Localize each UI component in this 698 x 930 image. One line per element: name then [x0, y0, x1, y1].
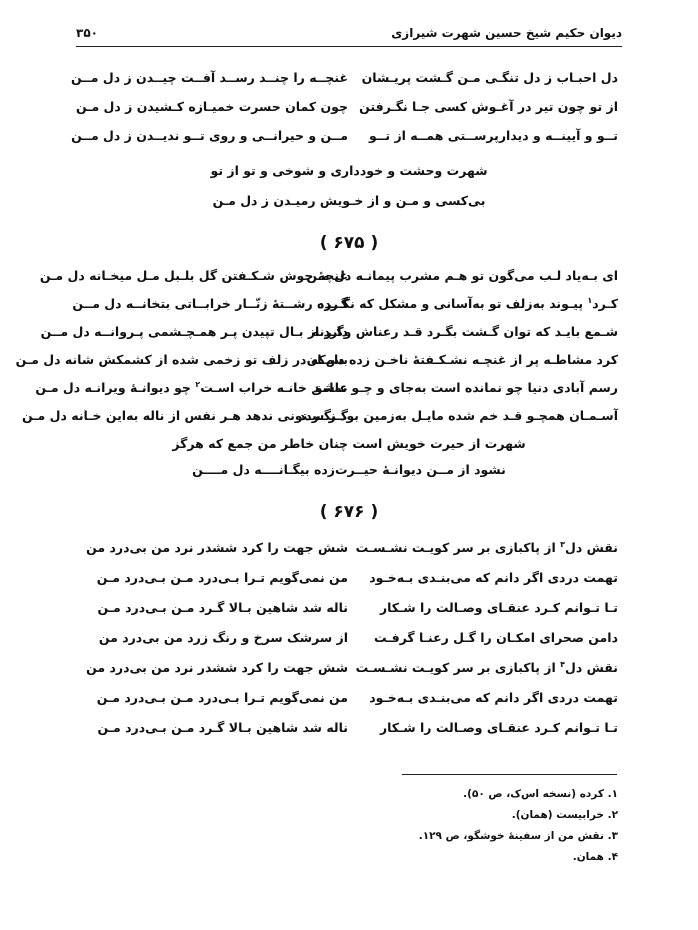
hemistich-text: پیـوند به‌زلف تو به‌آسانی و مشکل که نگـردد: [317, 296, 588, 312]
footnote-ref: ۱: [587, 296, 593, 305]
hemistich-right: دل احبـاب ز دل تنگـی مـن گـشت پریـشان: [361, 70, 618, 85]
verse: [70, 600, 618, 626]
hemistich-left: [35, 380, 348, 396]
verse: [70, 690, 618, 716]
footnote: ۴. همان.: [572, 851, 618, 863]
verse: [70, 660, 618, 686]
verse: [70, 128, 618, 154]
verse: [70, 99, 618, 125]
hemistich-text: از پاکبازی بر سر کویـت نشـسـت: [355, 660, 561, 676]
hemistich-text: نقش دل: [565, 540, 618, 556]
hemistich-right: آسـمـان همچـو قـد خم شده مایـل به‌زمین بود نگـردد: [298, 408, 618, 423]
closing-hemistich: شهرت از حیرت خویش است چنان خاطر من جمع که هرگز: [172, 436, 526, 451]
running-header: [76, 24, 622, 46]
footnote-rule: [402, 774, 617, 775]
hemistich-left: بس‌که در زلف تو زخمی شده از کشمکش شانه دل مـن: [15, 352, 348, 367]
hemistich-right: رسم آبادی دنیا چو نمانده است به‌جای و چـو نمانـد: [313, 380, 618, 395]
verse: [39, 268, 618, 294]
hemistich-right: تهمت دردی اگر دانم که می‌بنـدی بـه‌خـود: [369, 570, 618, 585]
hemistich-left: غنچهٔ جوش شـکـفتن گل بلـبل مـل میخـانه دل مـن: [39, 268, 348, 283]
hemistich-right: شـمع بایـد که توان گـشت بگـرد قـد رعناش وگـرنه: [312, 324, 618, 339]
hemistich-left: من نمی‌گویم تـرا بـی‌درد مـن بـی‌درد مـن: [96, 570, 348, 585]
verse: [70, 296, 618, 322]
hemistich-left: من نمی‌گویم تـرا بـی‌درد مـن بـی‌درد مـن: [96, 690, 348, 705]
hemistich-right: ای بـه‌یاد لـب می‌گون تو هـم مشرب پیمانـه دل مـن: [306, 268, 618, 283]
ghazal-number: ( ۶۷۶ ): [319, 502, 379, 522]
footnote: ۲. خرابیست (همان).: [511, 809, 618, 821]
hemistich-left: شش جهت را کرد ششدر نرد من بی‌درد من: [86, 660, 348, 675]
hemistich-left: ناله شد شاهین بـالا گـرد مـن بـی‌درد مـن: [97, 600, 348, 615]
hemistich-right: [317, 296, 618, 312]
closing-hemistich: نشود از مــن دیوانـهٔ حیــرت‌زده بیگـانــــه دل مــــن: [192, 462, 506, 477]
hemistich-left: گــره رشــتهٔ زنّــار خرابــاتی بتخانــه دل مــن: [72, 296, 348, 311]
hemistich-right: [356, 540, 618, 555]
hemistich-right: [356, 660, 618, 675]
verse: [70, 630, 618, 656]
footnote-ref: ۲: [195, 380, 201, 389]
verse: [35, 380, 618, 406]
hemistich-left: مــن و حیرانــی و روی تــو ندیــدن ز دل مــن: [71, 128, 348, 143]
hemistich-left: شش جهت را کرد ششدر نرد من بی‌درد من: [86, 540, 348, 555]
hemistich-text: کـرد: [592, 296, 618, 312]
page-number: ۳۵۰: [76, 26, 98, 40]
ghazal-number: ( ۶۷۵ ): [319, 233, 379, 253]
footnote: ۳. نقش من از سفینهٔ خوشگو، ص ۱۲۹.: [418, 830, 618, 842]
footnote-ref: ۴: [560, 660, 566, 669]
hemistich-left: دارد از بـال تپیدن پـر همـچـشمی پـروانــه دل مــن: [40, 324, 348, 339]
footnote: ۱. کرده (نسخه اس‌ک، ص ۵۰).: [463, 788, 618, 800]
hemistich-right: کرد مشاطـه پر از غنچـه نشـکـفتهٔ ناخـن زده دامـان: [306, 352, 618, 367]
hemistich-right: تـا تـوانم کـرد عنقـای وصـالت را شـکار: [379, 600, 618, 615]
hemistich-left: چون کمان حسرت خمیـازه کـشیدن ز دل مـن: [75, 99, 348, 114]
closing-hemistich: بی‌کسی و مـن و از خـویش رمیـدن ز دل مـن: [212, 193, 486, 208]
verse: [70, 540, 618, 566]
closing-hemistich: شهرت وحشت و خودداری و شوخی و تو از تو: [210, 163, 488, 178]
hemistich-right: تهمت دردی اگر دانم که می‌بنـدی بـه‌خـود: [369, 690, 618, 705]
verse: [22, 408, 618, 434]
hemistich-right: دامن صحرای امکـان را گـل رعنـا گرفـت: [373, 630, 618, 645]
footnote-ref: ۳: [560, 540, 566, 549]
hemistich-left: گـر سـتونی ندهد هـر نفس از ناله به‌این خـانه دل مـن: [22, 408, 348, 423]
book-title: دیوان حکیم شیخ حسین شهرت شیرازی: [391, 26, 622, 40]
hemistich-text: از پاکبازی بر سر کویـت نشـسـت: [355, 540, 561, 556]
verse: [70, 570, 618, 596]
hemistich-text: چو دیوانـهٔ ویرانـه دل مـن: [35, 380, 196, 396]
verse: [40, 324, 618, 350]
hemistich-text: عاشق خانـه خراب اسـت: [200, 380, 348, 396]
hemistich-right: تـا تـوانم کـرد عنقـای وصـالت را شـکار: [379, 720, 618, 735]
hemistich-text: نقش دل: [565, 660, 618, 676]
hemistich-right: از تو چون تیر در آغـوش کسی جـا نگـرفتن: [359, 99, 618, 114]
hemistich-left: غنچــه را چنــد رســد آفــت چیــدن ز دل مــن: [71, 70, 348, 85]
verse: [70, 720, 618, 746]
hemistich-left: از سرشک سرخ و رنگ زرد من بی‌درد من: [98, 630, 348, 645]
verse: [15, 352, 618, 378]
hemistich-left: ناله شد شاهین بـالا گـرد مـن بـی‌درد مـن: [97, 720, 348, 735]
hemistich-right: تــو و آیینــه و دیدارپرســتی همــه از تــو: [369, 128, 618, 143]
header-rule: [76, 46, 622, 47]
verse: [70, 70, 618, 96]
